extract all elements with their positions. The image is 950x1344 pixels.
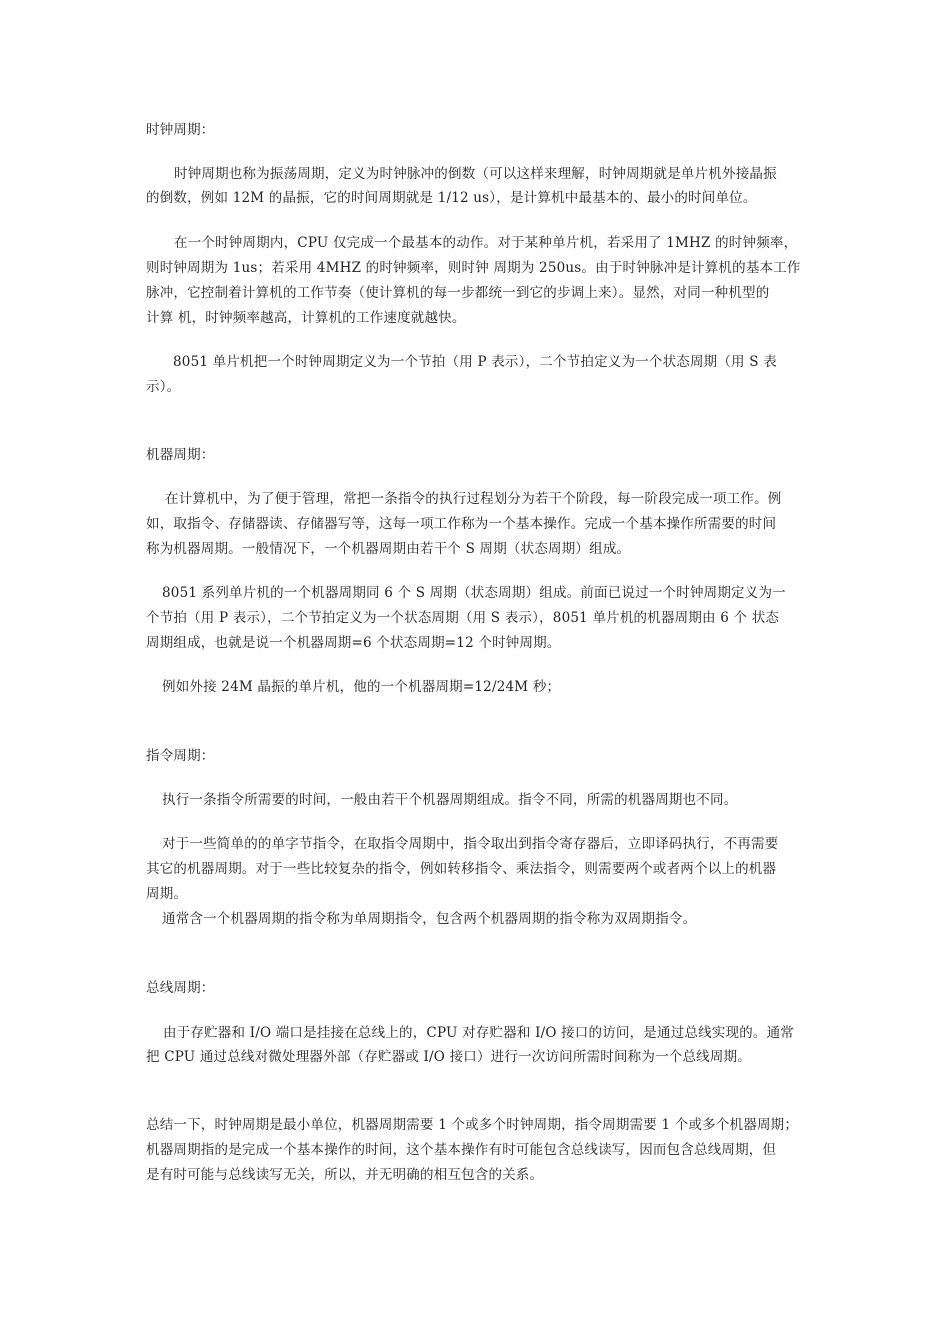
paragraph-line: 8051 系列单片机的一个机器周期同 6 个 S 周期（状态周期）组成。前面已说过一个时钟周期定义为一 bbox=[162, 585, 786, 601]
section-heading-clock-cycle: 时钟周期： bbox=[146, 122, 215, 138]
paragraph-line: 示）。 bbox=[146, 379, 181, 395]
summary-line: 总结一下，时钟周期是最小单位，机器周期需要 1 个或多个时钟周期，指令周期需要 1 个或多个机器周期； bbox=[146, 1117, 799, 1133]
paragraph-line: 执行一条指令所需要的时间，一般由若干个机器周期组成。指令不同，所需的机器周期也不同。 bbox=[162, 792, 738, 808]
paragraph-line: 在一个时钟周期内，CPU 仅完成一个最基本的动作。对于某种单片机，若采用了 1MHZ 的时钟频率， bbox=[174, 235, 798, 251]
paragraph-line: 时钟周期也称为振荡周期，定义为时钟脉冲的倒数（可以这样来理解，时钟周期就是单片机外接晶振 bbox=[174, 166, 777, 182]
paragraph-line: 周期组成，也就是说一个机器周期=6 个状态周期=12 个时钟周期。 bbox=[146, 635, 561, 651]
paragraph-line: 称为机器周期。一般情况下，一个机器周期由若干个 S 周期（状态周期）组成。 bbox=[146, 541, 631, 557]
paragraph-line: 对于一些简单的的单字节指令，在取指令周期中，指令取出到指令寄存器后，立即译码执行，不再需要 bbox=[162, 836, 779, 852]
paragraph-line: 其它的机器周期。对于一些比较复杂的指令，例如转移指令、乘法指令，则需要两个或者两个以上的机器 bbox=[146, 861, 777, 877]
section-heading-machine-cycle: 机器周期： bbox=[146, 447, 215, 463]
paragraph-line: 8051 单片机把一个时钟周期定义为一个节拍（用 P 表示），二个节拍定义为一个状态周期（用 S 表 bbox=[173, 354, 777, 370]
paragraph-line: 则时钟周期为 1us；若采用 4MHZ 的时钟频率，则时钟 周期为 250us。由于时钟脉冲是计算机的基本工作 bbox=[146, 260, 801, 276]
paragraph-line: 在计算机中，为了便于管理，常把一条指令的执行过程划分为若干个阶段，每一阶段完成一项工作。例 bbox=[165, 491, 782, 507]
section-heading-instruction-cycle: 指令周期： bbox=[146, 748, 215, 764]
paragraph-line: 由于存贮器和 I/O 端口是挂接在总线上的，CPU 对存贮器和 I/O 接口的访问，是通过总线实现的。通常 bbox=[163, 1025, 795, 1041]
paragraph-line: 计算 机，时钟频率越高，计算机的工作速度就越快。 bbox=[146, 310, 466, 326]
paragraph-line: 通常含一个机器周期的指令称为单周期指令，包含两个机器周期的指令称为双周期指令。 bbox=[162, 911, 697, 927]
paragraph-line: 脉冲，它控制着计算机的工作节奏（使计算机的每一步都统一到它的步调上来）。显然，对同一种机型的 bbox=[146, 285, 770, 301]
paragraph-line: 的倒数，例如 12M 的晶振，它的时间周期就是 1/12 us），是计算机中最基本的、最小的时间单位。 bbox=[146, 190, 757, 206]
paragraph-line: 周期。 bbox=[146, 886, 188, 902]
section-heading-bus-cycle: 总线周期： bbox=[146, 980, 215, 996]
paragraph-line: 如，取指令、存储器读、存储器写等，这每一项工作称为一个基本操作。完成一个基本操作所需要的时间 bbox=[146, 516, 777, 532]
paragraph-line: 例如外接 24M 晶振的单片机，他的一个机器周期=12/24M 秒； bbox=[162, 679, 561, 695]
paragraph-line: 把 CPU 通过总线对微处理器外部（存贮器或 I/O 接口）进行一次访问所需时间称为一个总线周期。 bbox=[146, 1049, 751, 1065]
summary-line: 机器周期指的是完成一个基本操作的时间，这个基本操作有时可能包含总线读写，因而包含总线周期，但 bbox=[146, 1142, 777, 1158]
summary-line: 是有时可能与总线读写无关，所以，并无明确的相互包含的关系。 bbox=[146, 1167, 544, 1183]
paragraph-line: 个节拍（用 P 表示），二个节拍定义为一个状态周期（用 S 表示），8051 单片机的机器周期由 6 个 状态 bbox=[146, 610, 780, 626]
